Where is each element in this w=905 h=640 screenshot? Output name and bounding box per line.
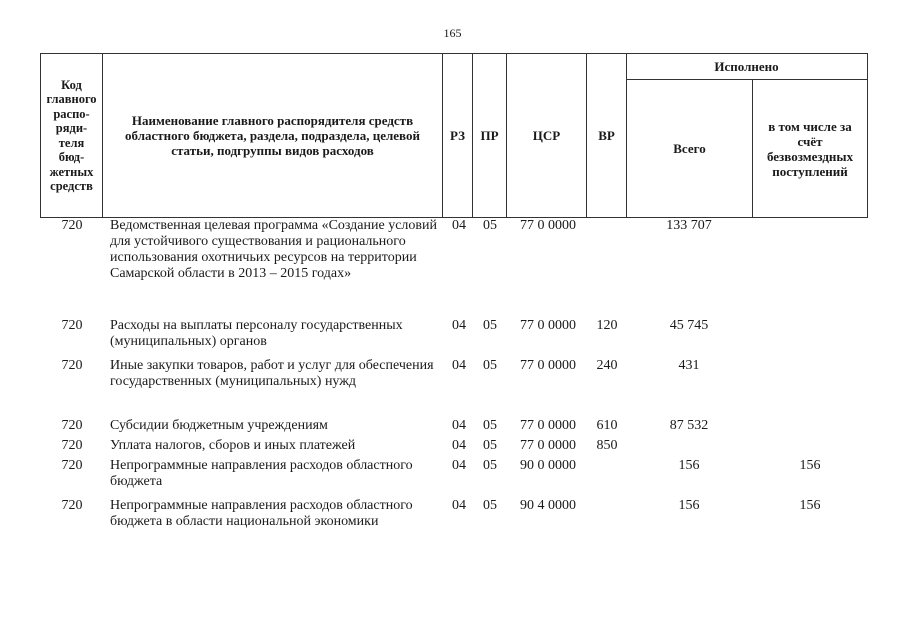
- header-free: в том числе за счёт безвозмездных поступлений: [766, 118, 854, 179]
- cell-name: Непрограммные направления расходов областного бюджета: [110, 458, 413, 489]
- page-number: 165: [443, 26, 462, 40]
- cell-vr: 850: [596, 438, 618, 453]
- cell-free: 156: [799, 458, 821, 473]
- cell-pr: 05: [483, 318, 497, 333]
- cell-pr: 05: [483, 438, 497, 453]
- cell-code: 720: [61, 218, 83, 233]
- cell-vr: 120: [596, 318, 618, 333]
- cell-csr: 90 4 0000: [520, 498, 576, 513]
- cell-pr: 05: [483, 358, 497, 373]
- cell-csr: 77 0 0000: [520, 358, 576, 373]
- header-rz: РЗ: [442, 53, 472, 218]
- cell-pr: 05: [483, 218, 497, 233]
- header-pr: ПР: [472, 53, 506, 218]
- cell-rz: 04: [452, 318, 466, 333]
- cell-total: 156: [678, 498, 700, 513]
- cell-code: 720: [61, 498, 83, 513]
- cell-total: 45 745: [669, 318, 709, 333]
- header-total: Всего: [673, 141, 706, 156]
- cell-rz: 04: [452, 358, 466, 373]
- cell-name: Ведомственная целевая программа «Создание условий для устойчивого существования и рационального использования охотничьих ресурсов на территории Самарской области в 2013 – 2015 годах»: [110, 218, 438, 281]
- cell-rz: 04: [452, 418, 466, 433]
- cell-pr: 05: [483, 498, 497, 513]
- cell-pr: 05: [483, 458, 497, 473]
- cell-total: 87 532: [669, 418, 709, 433]
- cell-total: 431: [678, 358, 700, 373]
- cell-name: Субсидии бюджетным учреждениям: [110, 418, 328, 433]
- cell-rz: 04: [452, 498, 466, 513]
- cell-name: Иные закупки товаров, работ и услуг для обеспечения государственных (муниципальных) нужд: [110, 358, 434, 389]
- cell-code: 720: [61, 418, 83, 433]
- cell-code: 720: [61, 458, 83, 473]
- cell-free: 156: [799, 498, 821, 513]
- cell-name: Расходы на выплаты персоналу государственных (муниципальных) органов: [110, 318, 403, 349]
- cell-csr: 90 0 0000: [520, 458, 576, 473]
- header-vr: ВР: [586, 53, 626, 218]
- header-name: Наименование главного распорядителя средств областного бюджета, раздела, подраздела, целевой статьи, подгруппы видов расходов: [102, 53, 442, 218]
- cell-csr: 77 0 0000: [520, 218, 576, 233]
- header-csr: ЦСР: [506, 53, 586, 218]
- cell-rz: 04: [452, 458, 466, 473]
- cell-code: 720: [61, 438, 83, 453]
- cell-csr: 77 0 0000: [520, 438, 576, 453]
- cell-csr: 77 0 0000: [520, 318, 576, 333]
- table-header: [40, 53, 868, 218]
- cell-csr: 77 0 0000: [520, 418, 576, 433]
- cell-vr: 610: [596, 418, 618, 433]
- cell-rz: 04: [452, 438, 466, 453]
- cell-name: Непрограммные направления расходов областного бюджета в области национальной экономики: [110, 498, 413, 529]
- cell-vr: 240: [596, 358, 618, 373]
- header-code: Код главного распо-ряди-теля бюд-жетных средств: [40, 53, 102, 218]
- cell-total: 156: [678, 458, 700, 473]
- cell-name: Уплата налогов, сборов и иных платежей: [110, 438, 356, 453]
- cell-code: 720: [61, 318, 83, 333]
- cell-code: 720: [61, 358, 83, 373]
- cell-pr: 05: [483, 418, 497, 433]
- header-executed: Исполнено: [714, 58, 779, 74]
- cell-total: 133 707: [666, 218, 712, 233]
- cell-rz: 04: [452, 218, 466, 233]
